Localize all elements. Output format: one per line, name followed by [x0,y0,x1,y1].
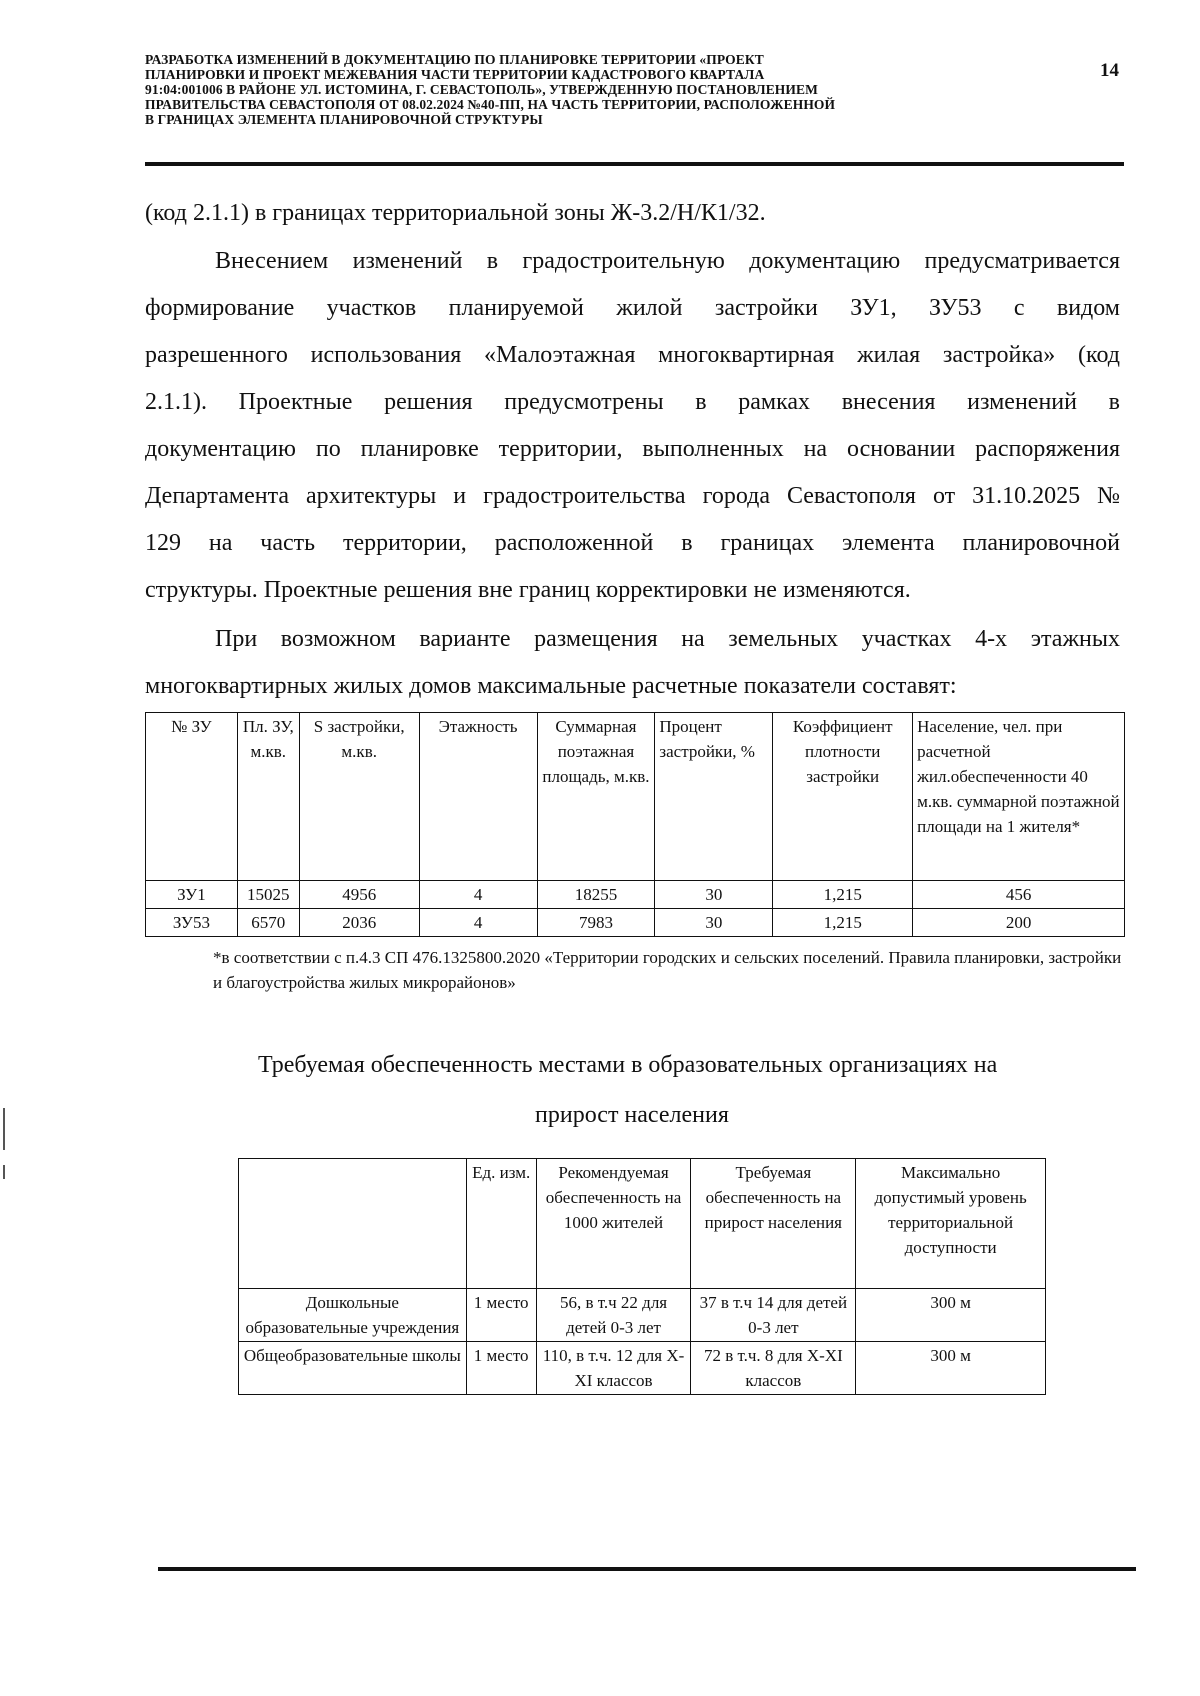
table-cell: 1,215 [773,881,913,909]
table-cell: 56, в т.ч 22 для детей 0-3 лет [536,1289,691,1342]
table-header-row [146,713,1125,881]
column-header: Пл. ЗУ, м.кв. [237,713,299,881]
document-header [145,52,1025,127]
table-cell: Общеобразовательные школы [239,1342,467,1395]
paragraph-line: При возможном варианте размещения на земельных участках 4-х этажных [215,626,1120,652]
column-header: Ед. изм. [466,1159,536,1289]
header-line: ПРАВИТЕЛЬСТВА СЕВАСТОПОЛЯ ОТ 08.02.2024 №40-ПП, НА ЧАСТЬ ТЕРРИТОРИИ, РАСПОЛОЖЕННОЙ [145,97,836,112]
table-row [146,909,1125,937]
table-cell: 72 в т.ч. 8 для X-XI классов [691,1342,856,1395]
table-cell: 7983 [537,909,655,937]
table-cell: 30 [655,909,773,937]
table-row [146,881,1125,909]
table-cell: 18255 [537,881,655,909]
paragraph-line: 129 на часть территории, расположенной в границах элемента планировочной [145,530,1120,556]
table-cell: 4 [419,881,537,909]
paragraph-line: (код 2.1.1) в границах территориальной зоны Ж-3.2/Н/К1/32. [145,200,766,226]
calculation-table [145,712,1125,937]
paragraph-line: многоквартирных жилых домов максимальные расчетные показатели составят: [145,673,957,699]
footnote [145,945,1130,995]
margin-mark [3,1165,5,1179]
header-rule [145,162,1124,166]
header-line: ПЛАНИРОВКИ И ПРОЕКТ МЕЖЕВАНИЯ ЧАСТИ ТЕРРИТОРИИ КАДАСТРОВОГО КВАРТАЛА [145,67,765,82]
paragraph-line: документацию по планировке территории, выполненных на основании распоряжения [145,436,1120,462]
table-cell: Дошкольные образовательные учреждения [239,1289,467,1342]
table-cell: 1 место [466,1342,536,1395]
column-header: Этажность [419,713,537,881]
table-cell: 300 м [856,1289,1046,1342]
column-header: Процент застройки, % [655,713,773,881]
footer-rule [158,1567,1136,1571]
table-row [239,1289,1046,1342]
table-cell: 37 в т.ч 14 для детей 0-3 лет [691,1289,856,1342]
header-line: В ГРАНИЦАХ ЭЛЕМЕНТА ПЛАНИРОВОЧНОЙ СТРУКТУРЫ [145,112,543,127]
table-header-row [239,1159,1046,1289]
header-line: 91:04:001006 В РАЙОНЕ УЛ. ИСТОМИНА, Г. СЕВАСТОПОЛЬ», УТВЕРЖДЕННУЮ ПОСТАНОВЛЕНИЕМ [145,82,818,97]
table-cell: 200 [913,909,1125,937]
paragraph-line: Внесением изменений в градостроительную документацию предусматривается [215,248,1120,274]
column-header: Население, чел. при расчетной жил.обеспеченности 40 м.кв. суммарной поэтажной площади на 1 жителя* [913,713,1125,881]
column-header: Требуемая обеспеченность на прирост населения [691,1159,856,1289]
margin-mark [3,1108,5,1150]
table-cell: ЗУ1 [146,881,238,909]
table-cell: 30 [655,881,773,909]
column-header [239,1159,467,1289]
paragraph-line: 2.1.1). Проектные решения предусмотрены в рамках внесения изменений в [145,389,1120,415]
table-title: прирост населения [535,1102,729,1128]
table-cell: 6570 [237,909,299,937]
paragraph-line: формирование участков планируемой жилой застройки ЗУ1, ЗУ53 с видом [145,295,1120,321]
table-cell: ЗУ53 [146,909,238,937]
paragraph-line: разрешенного использования «Малоэтажная многоквартирная жилая застройка» (код [145,342,1120,368]
table-cell: 1,215 [773,909,913,937]
page-number: 14 [1100,60,1119,81]
column-header: Суммарная поэтажная площадь, м.кв. [537,713,655,881]
column-header: S застройки, м.кв. [299,713,419,881]
education-table [238,1158,1046,1395]
column-header: Максимально допустимый уровень территориальной доступности [856,1159,1046,1289]
table-cell: 300 м [856,1342,1046,1395]
table-cell: 4956 [299,881,419,909]
table-title: Требуемая обеспеченность местами в образовательных организациях на [258,1052,998,1078]
paragraph-line: структуры. Проектные решения вне границ корректировки не изменяются. [145,577,911,603]
column-header: Коэффициент плотности застройки [773,713,913,881]
table-cell: 4 [419,909,537,937]
table-row [239,1342,1046,1395]
table-cell: 15025 [237,881,299,909]
column-header: Рекомендуемая обеспеченность на 1000 жителей [536,1159,691,1289]
table-cell: 110, в т.ч. 12 для X-XI классов [536,1342,691,1395]
column-header: № ЗУ [146,713,238,881]
table-cell: 2036 [299,909,419,937]
footnote-text: *в соответствии с п.4.3 СП 476.1325800.2020 «Территории городских и сельских поселений. Правила планировки, застройки и благоустройства жилых микрорайонов» [213,948,1122,992]
table-cell: 1 место [466,1289,536,1342]
header-line: РАЗРАБОТКА ИЗМЕНЕНИЙ В ДОКУМЕНТАЦИЮ ПО ПЛАНИРОВКЕ ТЕРРИТОРИИ «ПРОЕКТ [145,52,764,67]
paragraph-line: Департамента архитектуры и градостроительства города Севастополя от 31.10.2025 № [145,483,1120,509]
table-cell: 456 [913,881,1125,909]
